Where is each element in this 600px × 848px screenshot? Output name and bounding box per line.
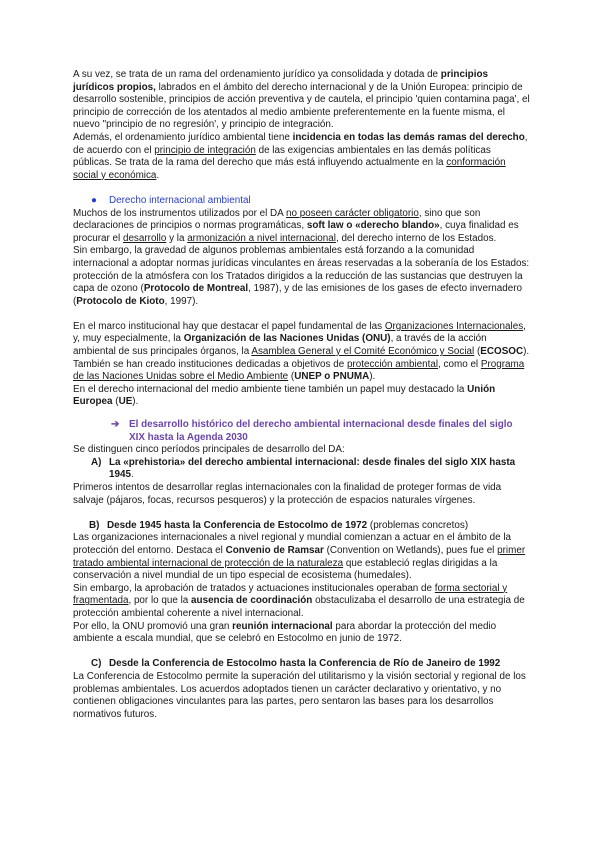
paragraph-union-europea: En el derecho internacional del medio ambiente tiene también un papel muy destacado la Unión Europea (UE). bbox=[73, 383, 496, 408]
paragraph-marco-institucional: En el marco institucional hay que destacar el papel fundamental de las Organizaciones Internacionales, y, muy especialmente, la Organización de las Naciones Unidas (ONU), a través de la acción ambiental de sus principales órganos, la Asamblea General y el Comité Económico y Social (ECOSOC). También se han creado instituciones dedicadas a objetivos de protección ambiental, como el Programa de las Naciones Unidas sobre el Medio Ambiente (UNEP o PNUMA). bbox=[73, 320, 530, 383]
paragraph-incidencia: Además, el ordenamiento jurídico ambiental tiene incidencia en todas las demás ramas del derecho, de acuerdo con el principio de integración de las exigencias ambientales en las demás políticas públicas. Se trata de la rama del derecho que más está influyendo actualmente en la conformación social y económica. bbox=[73, 131, 528, 181]
paragraph-soft-law: Muchos de los instrumentos utilizados por el DA no poseen carácter obligatorio, sino que son declaraciones de principios o normas programáticas, soft law o «derecho blando», cuya finalidad es procurar el desarrollo y la armonización a nivel internacional, del derecho interno de los Estados. bbox=[73, 207, 519, 244]
arrow-right-icon: ➔ bbox=[111, 419, 120, 431]
subheading-b: B) Desde 1945 hasta la Conferencia de Estocolmo de 1972 (problemas concretos) bbox=[89, 519, 469, 531]
paragraph-protocolos: Sin embargo, la gravedad de algunos problemas ambientales está forzando a la comunidad internacional a adoptar normas jurídicas vinculantes en áreas reservadas a la soberanía de los Estados: protección de la atmósfera con los Tratados dirigidos a la reducción de las sustancias que destruyen la capa de ozono (Protocolo de Montreal, 1987), y de las emisiones de los gases de efecto invernadero (Protocolo de Kioto, 1997). bbox=[73, 245, 530, 307]
paragraph-estocolmo: La Conferencia de Estocolmo permite la superación del utilitarismo y la visión sectorial y regional de los problemas ambientales. Los acuerdos adoptados tienen un carácter declarativo y orientativo, y no contienen obligaciones vinculantes para las partes, pero sentaron las bases para los desarrollos normativos futuros. bbox=[73, 670, 526, 720]
subheading-c: C) Desde la Conferencia de Estocolmo hasta la Conferencia de Río de Janeiro de 1992 bbox=[91, 658, 501, 670]
bullet-icon: ● bbox=[91, 194, 97, 206]
paragraph-principios: A su vez, se trata de un rama del ordenamiento jurídico ya consolidada y dotada de principios jurídicos propios, labrados en el ámbito del derecho internacional y de la Unión Europea: principio de desarrollo sostenible, principios de acción preventiva y de cautela, el principio 'quien contamina paga', el principio de corrección de los atentados al medio ambiente preferentemente en la fuente misma, el nuevo "principio de no regresión', y principio de integración. bbox=[73, 69, 530, 131]
section-heading-desarrollo-historico: ➔ El desarrollo histórico del derecho ambiental internacional desde finales del siglo XIX hasta la Agenda 2030 bbox=[111, 419, 513, 443]
paragraph-ramsar: Las organizaciones internacionales a nivel regional y mundial comienzan a actuar en el ámbito de la protección del entorno. Destaca el Convenio de Ramsar (Convention on Wetlands), pues fue el primer tratado ambiental internacional de protección de la naturaleza que estableció reglas dirigidas a la conservación a nivel mundial de un tipo especial de ecosistema (humedales). bbox=[73, 532, 526, 582]
subheading-a: A) La «prehistoria» del derecho ambiental internacional: desde finales del siglo XIX hasta 1945. bbox=[91, 456, 516, 481]
document-page bbox=[73, 69, 531, 721]
paragraph-reunion-onu: Por ello, la ONU promovió una gran reunión internacional para abordar la protección del medio ambiente a escala mundial, que se celebró en Estocolmo en junio de 1972. bbox=[73, 620, 497, 645]
section-heading-derecho-internacional: ● Derecho internacional ambiental bbox=[91, 194, 251, 206]
paragraph-fragmentada: Sin embargo, la aprobación de tratados y actuaciones institucionales operaban de forma sectorial y fragmentada, por lo que la ausencia de coordinación obstaculizaba el desarrollo de una estrategia de protección ambiental coherente a nivel internacional. bbox=[73, 582, 525, 619]
paragraph-primeros-intentos: Primeros intentos de desarrollar reglas internacionales con la finalidad de proteger formas de vida salvaje (pájaros, focas, recursos pesqueros) y la protección de espacios naturales vírgenes. bbox=[73, 482, 502, 506]
paragraph-cinco-periodos: Se distinguen cinco períodos principales de desarrollo del DA: bbox=[73, 444, 345, 456]
